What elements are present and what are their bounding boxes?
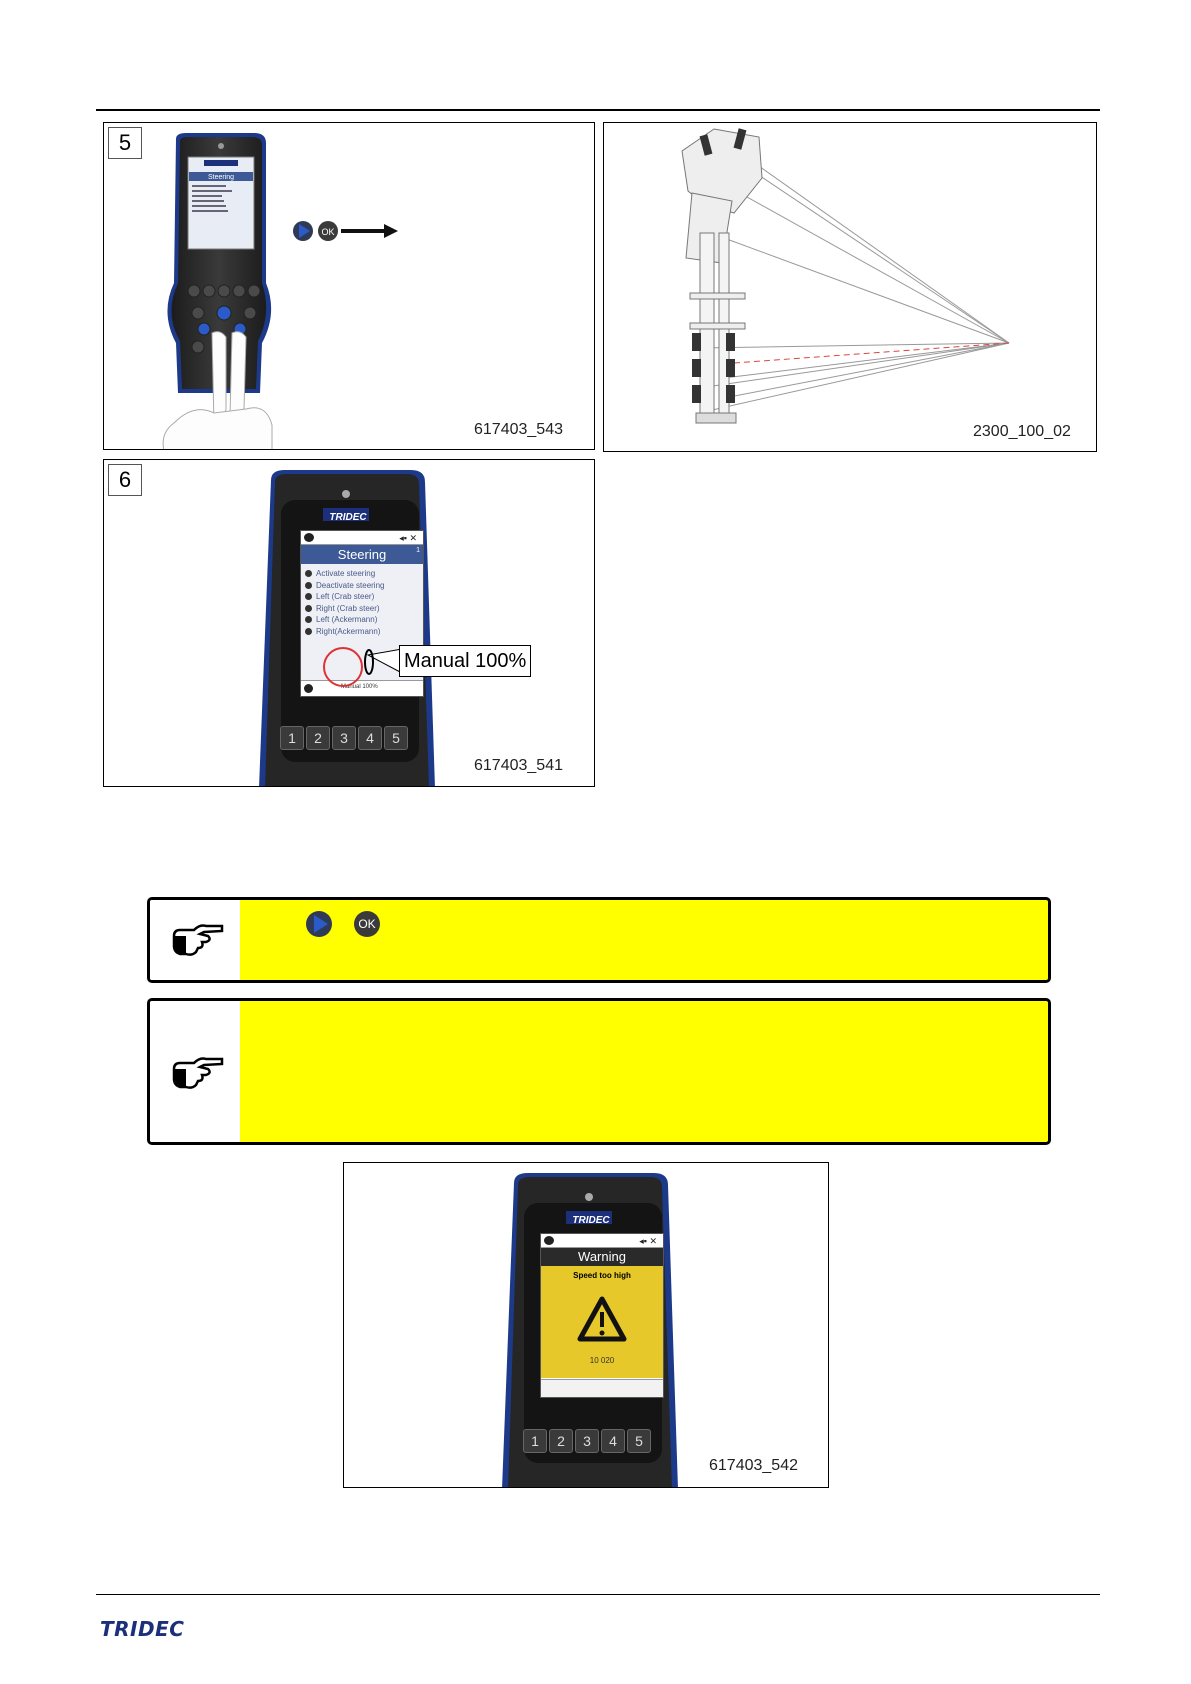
connection-icon: ◂▪ ✕ — [639, 1236, 657, 1246]
menu-key-icon — [305, 593, 312, 600]
ok-label: OK — [321, 227, 335, 237]
keypad-key-4: 4 — [601, 1429, 625, 1453]
menu-item-label: Right (Crab steer) — [316, 603, 380, 613]
ok-label: OK — [358, 917, 376, 931]
figure-number: 6 — [108, 464, 142, 496]
notice-icon-cell — [150, 900, 240, 980]
figure-id: 617403_541 — [474, 757, 563, 774]
keypad-key-1: 1 — [523, 1429, 547, 1453]
figure-id: 2300_100_02 — [973, 423, 1071, 440]
truck-steering-diagram — [604, 123, 1097, 452]
keypad-key-2: 2 — [306, 726, 330, 750]
figure-number: 5 — [108, 127, 142, 159]
remote-screen — [540, 1233, 664, 1398]
figure-6 — [103, 459, 595, 787]
menu-key-icon — [305, 582, 312, 589]
notice-box-1 — [147, 897, 1051, 983]
pointing-hand-icon — [172, 922, 224, 958]
menu-key-icon — [305, 570, 312, 577]
screen-menu-item — [305, 568, 423, 580]
screen-status: Manual 100% — [341, 684, 378, 690]
keypad-key-3: 3 — [575, 1429, 599, 1453]
brand-logo: TRIDEC — [572, 1215, 610, 1226]
menu-item-label: Deactivate steering — [316, 580, 385, 590]
screen-menu-item — [305, 591, 423, 603]
notice-box-2 — [147, 998, 1051, 1145]
screen-title: Steering — [207, 174, 235, 181]
connection-icon: ◂▪ ✕ — [399, 533, 417, 543]
screen-title: Warning — [541, 1248, 663, 1266]
figure-truck-steering — [603, 122, 1097, 452]
menu-key-icon — [305, 628, 312, 635]
footer-rule — [96, 1594, 1100, 1595]
highlight-circle — [323, 647, 363, 687]
keypad-key-1: 1 — [280, 726, 304, 750]
figure-id: 617403_543 — [474, 421, 563, 438]
figure-id: 617403_542 — [709, 1457, 798, 1474]
figure-warning — [343, 1162, 829, 1488]
menu-key-icon — [305, 605, 312, 612]
callout-pointer — [362, 643, 402, 679]
screen-menu — [301, 564, 423, 637]
keypad-key-5: 5 — [384, 726, 408, 750]
remote-control-illustration — [154, 133, 334, 450]
callout-manual: Manual 100% — [399, 645, 531, 677]
menu-item-label: Right(Ackermann) — [316, 626, 381, 636]
keypad — [523, 1429, 651, 1453]
right-arrow-icon — [341, 229, 385, 233]
screen-menu-item — [305, 580, 423, 592]
keypad-key-3: 3 — [332, 726, 356, 750]
footer-brand-logo: TRIDEC — [100, 1617, 185, 1641]
brand-logo: TRIDEC — [329, 512, 367, 523]
battery-icon — [544, 1236, 554, 1245]
keypad-key-2: 2 — [549, 1429, 573, 1453]
page-number: 1 — [416, 547, 420, 554]
screen-menu-item — [305, 603, 423, 615]
keypad-key-5: 5 — [627, 1429, 651, 1453]
warning-triangle-icon — [577, 1296, 627, 1342]
screen-menu-item — [305, 626, 423, 638]
menu-item-label: Left (Crab steer) — [316, 592, 375, 601]
battery-icon — [304, 533, 314, 542]
notice-icon-cell — [150, 1001, 240, 1142]
keypad — [280, 726, 408, 750]
key-sequence — [305, 909, 385, 939]
screen-menu-item — [305, 614, 423, 626]
key-sequence — [292, 219, 402, 243]
menu-item-label: Left (Ackermann) — [316, 615, 378, 624]
keypad-key-4: 4 — [358, 726, 382, 750]
header-rule — [96, 109, 1100, 111]
pointing-hand-icon — [172, 1055, 224, 1091]
warning-message: Speed too high — [573, 1271, 631, 1280]
menu-key-icon — [305, 616, 312, 623]
screen-title: Steering — [337, 547, 387, 562]
figure-5 — [103, 122, 595, 450]
back-icon — [304, 684, 313, 693]
menu-item-label: Activate steering — [316, 569, 376, 578]
warning-code: 10 020 — [589, 1356, 615, 1365]
